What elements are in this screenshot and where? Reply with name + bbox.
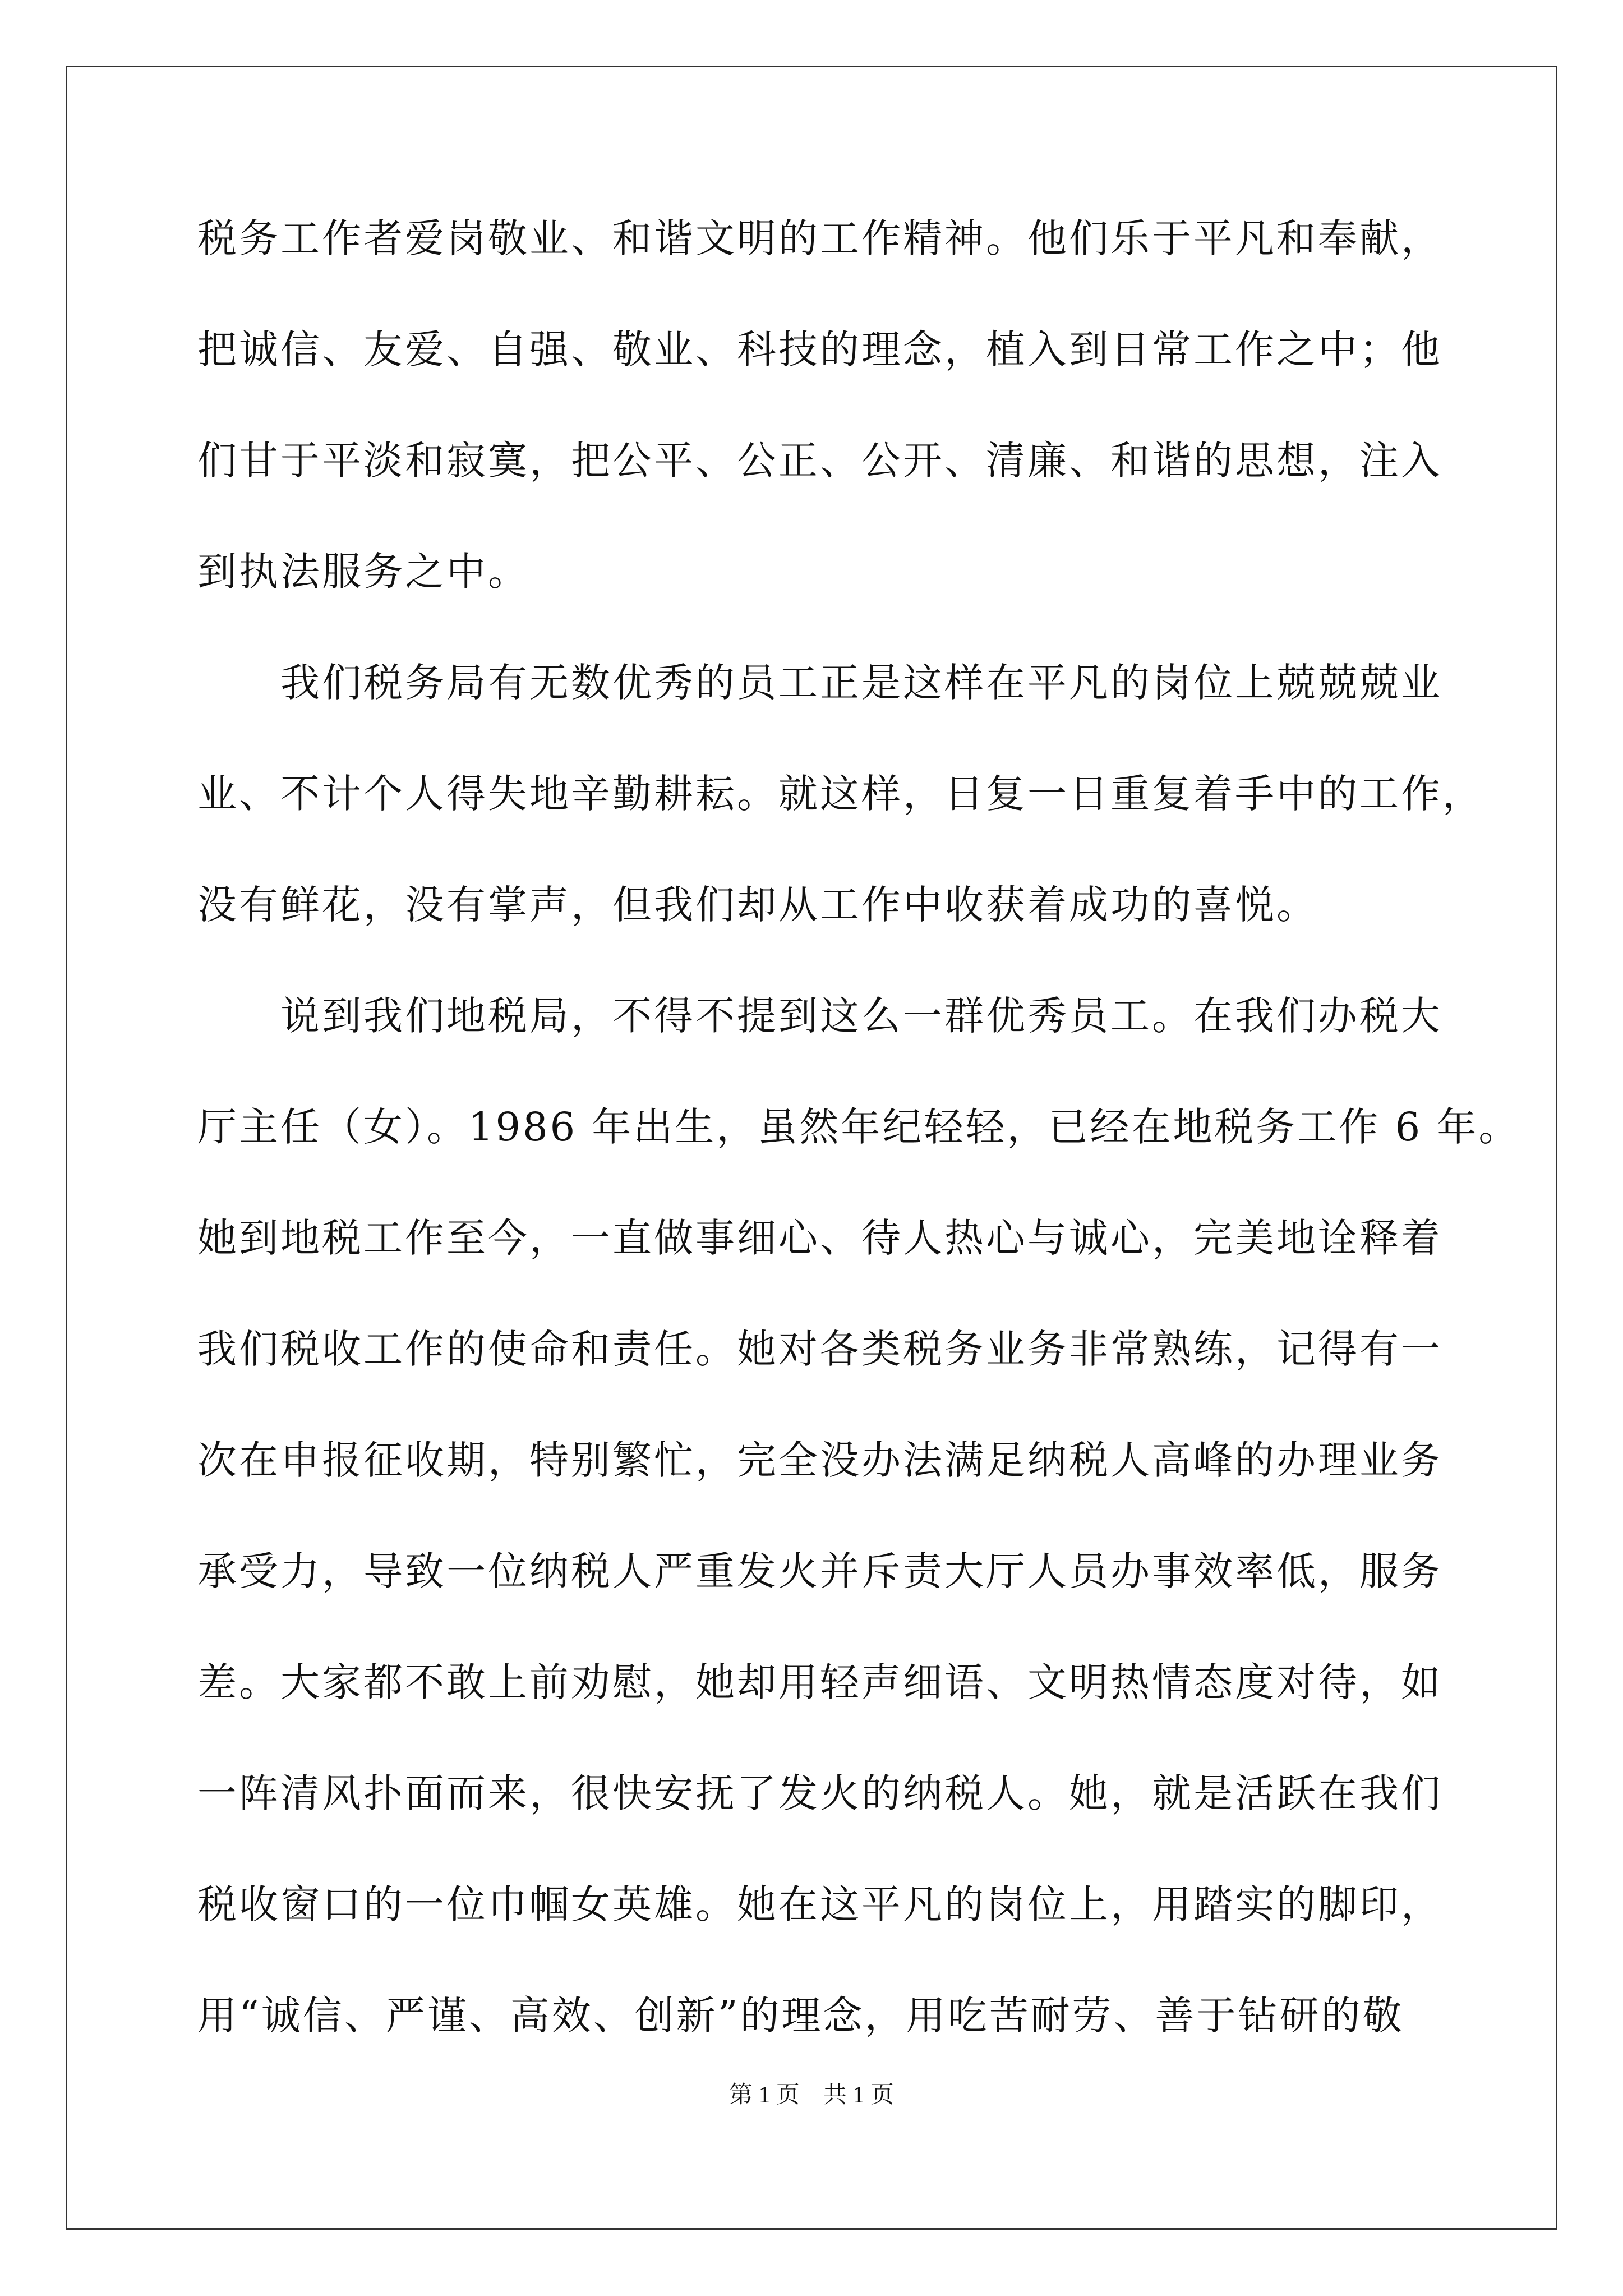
text-line: 我们税收工作的使命和责任。她对各类税务业务非常熟练，记得有一	[197, 1326, 1442, 1372]
text-line: 没有鲜花，没有掌声，但我们却从工作中收获着成功的喜悦。	[197, 882, 1318, 928]
text-line: 业、不计个人得失地辛勤耕耘。就这样，日复一日重复着手中的工作，	[197, 771, 1484, 817]
text-line: 们甘于平淡和寂寞，把公平、公正、公开、清廉、和谐的思想，注入	[197, 438, 1442, 484]
text-line: 厅主任（女）。1986 年出生，虽然年纪轻轻，已经在地税务工作 6 年。	[197, 1104, 1520, 1150]
text-line: 说到我们地税局，不得不提到这么一群优秀员工。在我们办税大	[197, 993, 1442, 1039]
text-line: 她到地税工作至今，一直做事细心、待人热心与诚心，完美地诠释着	[197, 1215, 1442, 1261]
page-footer: 第 1 页 共 1 页	[728, 2082, 894, 2108]
text-line: 差。大家都不敢上前劝慰，她却用轻声细语、文明热情态度对待，如	[197, 1659, 1442, 1705]
text-line: 承受力，导致一位纳税人严重发火并斥责大厅人员办事效率低，服务	[197, 1548, 1442, 1594]
text-line: 把诚信、友爱、自强、敬业、科技的理念，植入到日常工作之中；他	[197, 326, 1442, 372]
text-line: 一阵清风扑面而来，很快安抚了发火的纳税人。她，就是活跃在我们	[197, 1770, 1442, 1816]
text-line: 到执法服务之中。	[197, 549, 529, 595]
text-line: 次在申报征收期，特别繁忙，完全没办法满足纳税人高峰的办理业务	[197, 1437, 1442, 1483]
text-line: 税收窗口的一位巾帼女英雄。她在这平凡的岗位上，用踏实的脚印，	[197, 1881, 1442, 1927]
text-line: 税务工作者爱岗敬业、和谐文明的工作精神。他们乐于平凡和奉献，	[197, 215, 1442, 261]
text-line: 我们税务局有无数优秀的员工正是这样在平凡的岗位上兢兢兢业	[197, 660, 1442, 706]
text-line: 用“诚信、严谨、高效、创新”的理念，用吃苦耐劳、善于钻研的敬	[197, 1993, 1404, 2039]
